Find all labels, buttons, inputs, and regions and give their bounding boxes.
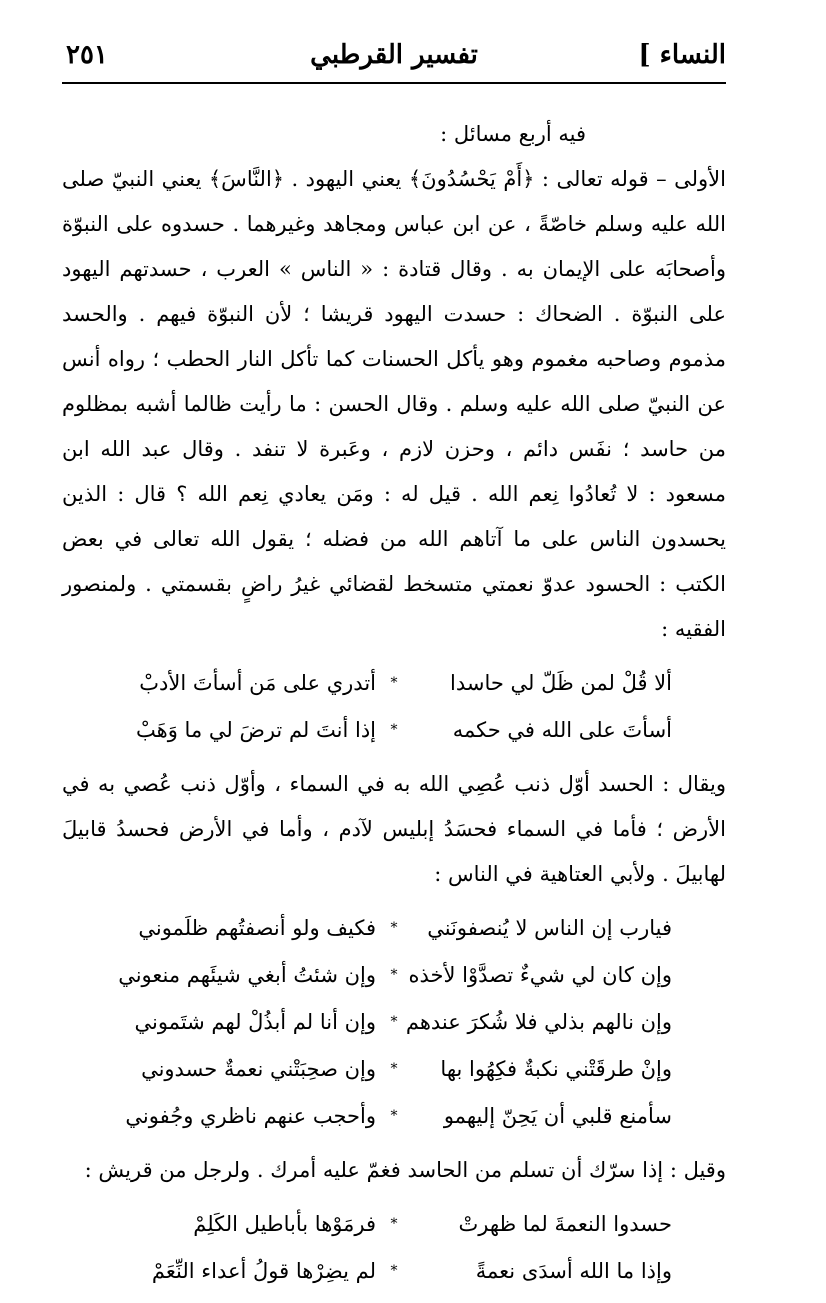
poem-verse xyxy=(62,707,726,754)
page-content xyxy=(62,112,726,1303)
surah-name: النساء ] xyxy=(638,40,726,70)
paragraph-3: وقيل : إذا سرّك أن تسلم من الحاسد فغمّ عليه أمرك . ولرجل من قريش : xyxy=(84,1158,726,1182)
poem-abu-al-atahiya xyxy=(62,905,726,1140)
verse-separator: * xyxy=(390,920,398,936)
intro-line: فيه أربع مسائل : xyxy=(440,122,586,146)
verse-first-hemistich: وإنْ طرقَتْني نكبةٌ فكِهُوا بها xyxy=(440,1057,672,1081)
verse-first-hemistich: وإذا ما الله أسدَى نعمةً xyxy=(475,1259,672,1283)
poem-verse xyxy=(62,1046,726,1093)
poem-verse xyxy=(62,999,726,1046)
verse-separator: * xyxy=(390,1014,398,1030)
verse-second-hemistich: فرمَوْها بأباطيل الكَلِمْ xyxy=(193,1212,376,1236)
verse-separator: * xyxy=(390,1216,398,1232)
poem-quraysh xyxy=(62,1201,726,1295)
poem-verse xyxy=(62,660,726,707)
verse-second-hemistich: لم يضِرْها قولُ أعداء النِّعَمْ xyxy=(151,1259,376,1283)
verse-separator: * xyxy=(390,1061,398,1077)
verse-first-hemistich: سأمنع قلبي أن يَحِنّ إليهمو xyxy=(443,1104,672,1128)
page-number: ٢٥١ xyxy=(66,40,108,70)
poem-verse xyxy=(62,905,726,952)
poem-verse xyxy=(62,1248,726,1295)
paragraph-1: الأولى – قوله تعالى : ﴿أَمْ يَحْسُدُونَ﴾ يعني اليهود . ﴿النَّاسَ﴾ يعني النبيّ صلى الله عليه وسلم خاصّةً ، عن ابن عباس ومجاهد وغيرهما . حسدوه على النبوّة وأصحابَه على الإيمان به . وقال قتادة : « الناس » العرب ، حسدتهم اليهود على النبوّة . الضحاك : حسدت اليهود قريشا ؛ لأن النبوّة فيهم . والحسد مذموم وصاحبه مغموم وهو يأكل الحسنات كما تأكل النار الحطب ؛ رواه أنس عن النبيّ صلى الله عليه وسلم . وقال الحسن : ما رأيت ظالما أشبه بمظلوم من حاسد ؛ نفَس دائم ، وحزن لازم ، وعَبرة لا تنفد . وقال عبد الله ابن مسعود : لا تُعادُوا نِعم الله . قيل له : ومَن يعادي نِعم الله ؟ قال : الذين يحسدون الناس على ما آتاهم الله من فضله ؛ يقول الله تعالى في بعض الكتب : الحسود عدوّ نعمتي متسخط لقضائي غيرُ راضٍ بقسمتي . ولمنصور الفقيه : xyxy=(62,167,726,641)
verse-separator: * xyxy=(390,967,398,983)
verse-first-hemistich: حسدوا النعمةَ لما ظهرتْ xyxy=(458,1212,672,1236)
verse-separator: * xyxy=(390,722,398,738)
verse-second-hemistich: وإن أنا لم أبذُلْ لهم شتَموني xyxy=(134,1010,376,1034)
poem-mansur xyxy=(62,660,726,754)
running-title: تفسير القرطبي xyxy=(310,40,478,70)
verse-second-hemistich: إذا أنتَ لم ترضَ لي ما وَهَبْ xyxy=(136,718,376,742)
verse-second-hemistich: وإن شئتُ أبغي شيئَهم منعوني xyxy=(118,963,376,987)
verse-separator: * xyxy=(390,1263,398,1279)
verse-first-hemistich: فيارب إن الناس لا يُنصفونَني xyxy=(427,916,672,940)
verse-first-hemistich: وإن نالهم بذلي فلا شُكرَ عندهم xyxy=(405,1010,672,1034)
poem-verse xyxy=(62,1093,726,1140)
paragraph-2: ويقال : الحسد أوّل ذنب عُصِي الله به في السماء ، وأوّل ذنب عُصي به في الأرض ؛ فأما في السماء فحسَدُ إبليس لآدم ، وأما في الأرض فحسدُ قابيلَ لهابيلَ . ولأبي العتاهية في الناس : xyxy=(62,772,726,886)
verse-first-hemistich: وإن كان لي شيءٌ تصدَّوْا لأخذه xyxy=(408,963,672,987)
verse-second-hemistich: وإن صحِبَتْني نعمةٌ حسدوني xyxy=(141,1057,376,1081)
verse-second-hemistich: فكيف ولو أنصفتُهم ظلَموني xyxy=(138,916,376,940)
verse-separator: * xyxy=(390,1108,398,1124)
page-header xyxy=(62,38,726,84)
verse-second-hemistich: أتدري على مَن أسأتَ الأدبْ xyxy=(139,671,376,695)
verse-first-hemistich: ألا قُلْ لمن ظَلّ لي حاسدا xyxy=(449,671,672,695)
poem-verse xyxy=(62,1201,726,1248)
verse-second-hemistich: وأحجب عنهم ناظري وجُفوني xyxy=(125,1104,376,1128)
poem-verse xyxy=(62,952,726,999)
verse-first-hemistich: أسأتَ على الله في حكمه xyxy=(452,718,672,742)
verse-separator: * xyxy=(390,675,398,691)
